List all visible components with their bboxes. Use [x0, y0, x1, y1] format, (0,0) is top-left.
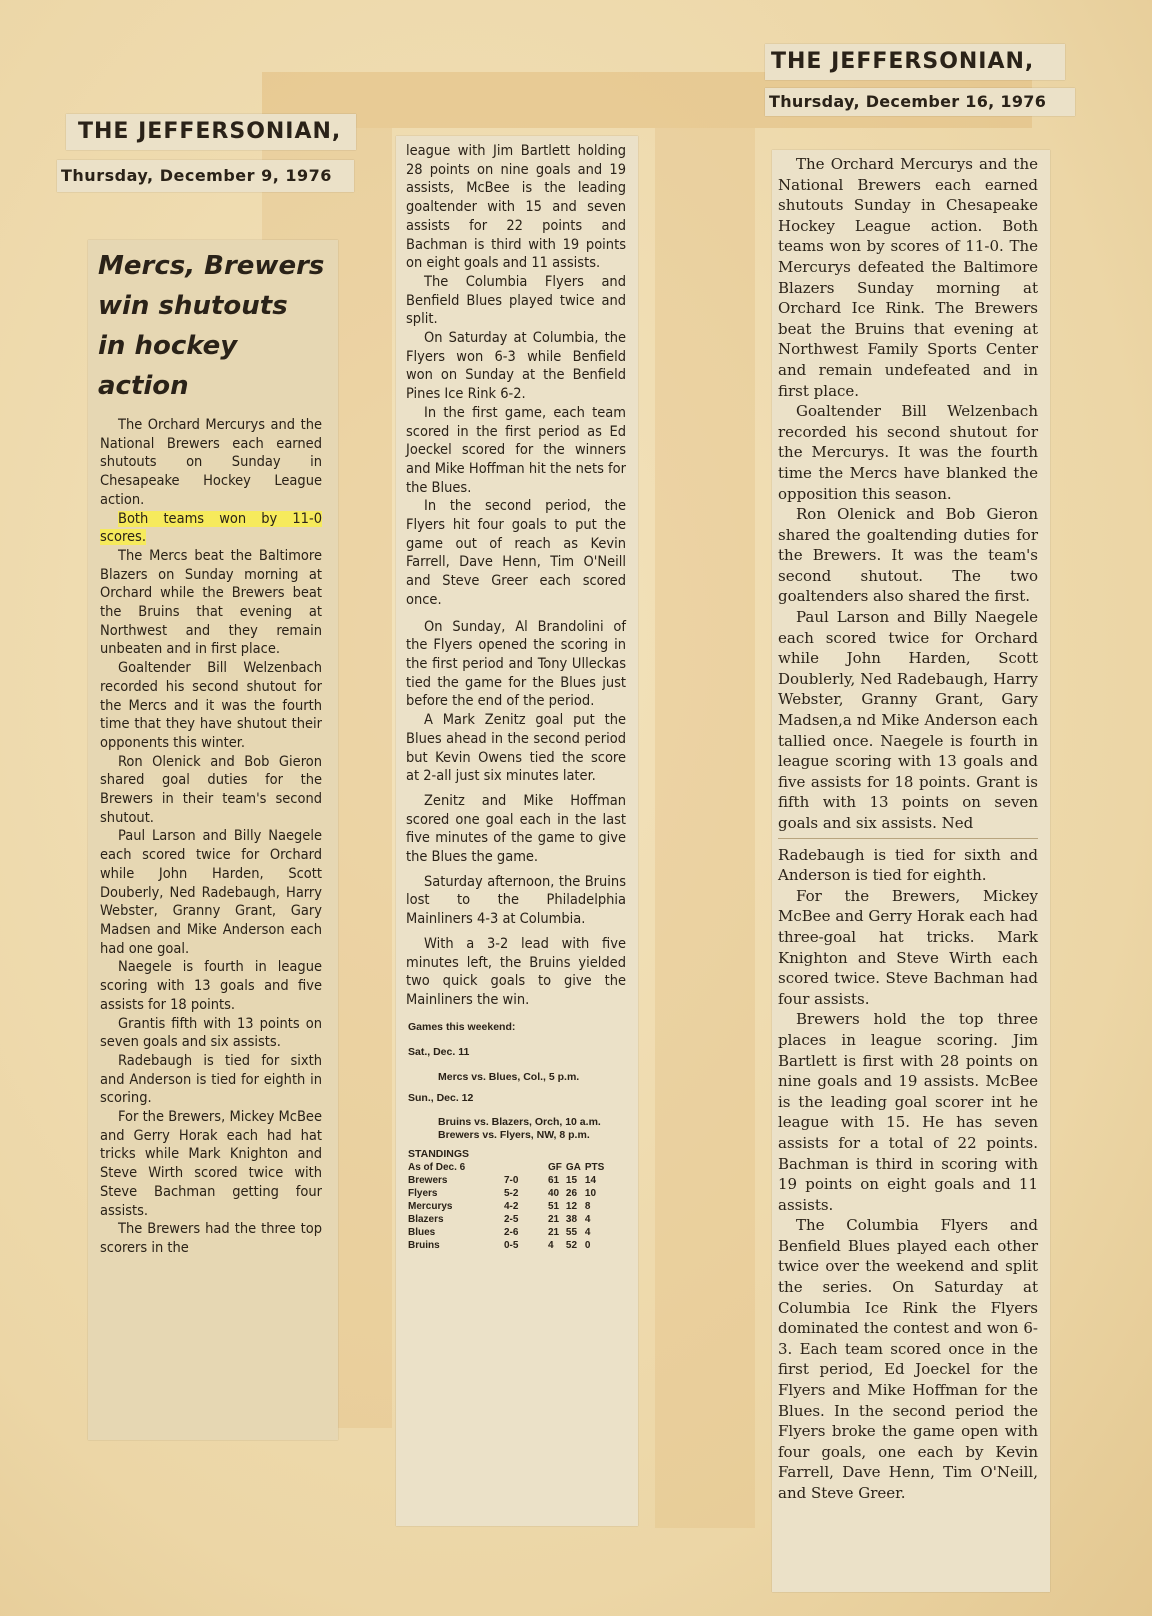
paragraph: The Mercs beat the Baltimore Blazers on Sunday morning at Orchard while the Brewers beat the Bruins that evening at Northwest and they remain unbeaten and in first place.	[100, 547, 322, 658]
paragraph: Radebaugh is tied for sixth and Anderson is tied for eighth in scoring.	[100, 1052, 322, 1107]
table-row	[408, 1213, 608, 1226]
headline-line-2: win shutouts	[98, 291, 288, 321]
standings-table	[408, 1161, 608, 1252]
paragraph: In the first game, each team scored in the first period as Ed Joeckel scored for the winners and Mike Hoffman hit the nets for the Blues.	[406, 404, 626, 496]
record-cell: 2-5	[504, 1213, 519, 1225]
headline-line-1: Mercs, Brewers	[98, 251, 325, 281]
column-2-body	[396, 136, 638, 1010]
paragraph: Paul Larson and Billy Naegele each scored twice for Orchard while John Harden, Scott Douberly, Ned Radebaugh, Harry Webster, Granny Grant, Gary Madsen and Mike Anderson each had one goal.	[100, 828, 322, 957]
paragraph: Naegele is fourth in league scoring with 13 goals and five assists for 18 points.	[100, 959, 322, 1013]
gf-cell: 51	[548, 1200, 560, 1212]
pts-cell: 4	[584, 1213, 591, 1225]
record-cell: 5-2	[504, 1187, 519, 1199]
ga-cell: 38	[565, 1213, 578, 1225]
column-3-body	[772, 150, 1050, 1504]
header-cell	[504, 1161, 548, 1174]
paragraph	[100, 510, 322, 547]
schedule-heading: Games this weekend:	[408, 1020, 516, 1033]
paragraph: Radebaugh is tied for sixth and Anderson is tied for eighth.	[778, 838, 1038, 886]
pts-cell: 8	[584, 1200, 591, 1212]
left-dateline: Thursday, December 9, 1976	[61, 166, 332, 185]
paragraph: Paul Larson and Billy Naegele each scored twice for Orchard while John Harden, Scott Doublerly, Ned Radebaugh, Harry Webster, Granny Grant, Gary Madsen,a nd Mike Anderson each tallied once. Naegele is fourth in league scoring with 13 goals and five assists for 18 points. Grant is fifth with 13 points on seven goals and six assists. Ned	[778, 608, 1038, 832]
ga-cell: 55	[565, 1226, 578, 1238]
schedule-sun-game-2: Brewers vs. Flyers, NW, 8 p.m.	[438, 1128, 590, 1141]
record-cell: 0-5	[504, 1239, 519, 1251]
paragraph: The Orchard Mercurys and the National Brewers each earned shutouts on Sunday in Chesapeake Hockey League action.	[100, 417, 322, 508]
header-cell: GA	[565, 1161, 581, 1173]
ga-cell: 52	[565, 1239, 578, 1251]
schedule-sat-game: Mercs vs. Blues, Col., 5 p.m.	[438, 1070, 580, 1083]
team-cell: Flyers	[408, 1187, 438, 1199]
team-cell: Blues	[408, 1226, 436, 1238]
record-cell: 2-6	[504, 1226, 519, 1238]
team-cell: Mercurys	[408, 1200, 453, 1212]
table-row	[408, 1200, 608, 1213]
team-cell: Blazers	[408, 1213, 444, 1225]
column-1-body	[88, 406, 338, 1258]
table-row	[408, 1226, 608, 1239]
paragraph: Brewers hold the top three places in league scoring. Jim Bartlett is first with 28 points on nine goals and 19 assists. McBee is the leading goal scorer int he league with 15. He has seven assists for a total of 22 points. Bachman is third in scoring with 19 points on eight goals and 11 assists.	[778, 1010, 1038, 1214]
paragraph: Grantis fifth with 13 points on seven goals and six assists.	[100, 1015, 322, 1051]
paragraph: league with Jim Bartlett holding 28 points on nine goals and 19 assists, McBee is the leading goaltender with 15 and seven assists for 22 points and Bachman is third with 19 points on eight goals and 11 assists.	[406, 143, 626, 272]
paragraph: In the second period, the Flyers hit four goals to put the game out of reach as Kevin Farrell, Dave Henn, Tim O'Neill and Steve Greer each scored once.	[406, 498, 626, 608]
table-row	[408, 1187, 608, 1200]
schedule-sun-label: Sun., Dec. 12	[408, 1091, 474, 1104]
schedule-sat-label: Sat., Dec. 11	[408, 1045, 470, 1058]
header-cell: PTS	[584, 1161, 605, 1173]
paragraph: Ron Olenick and Bob Gieron shared the goaltending duties for the Brewers. It was the team's second shutout. The two goaltenders also shared the first.	[778, 505, 1038, 606]
paragraph: For the Brewers, Mickey McBee and Gerry Horak each had three-goal hat tricks. Mark Knighton and Steve Wirth each scored twice. Steve Bachman had four assists.	[778, 886, 1038, 1008]
gf-cell: 21	[548, 1213, 560, 1225]
schedule-box	[396, 1010, 638, 1252]
table-row	[408, 1174, 608, 1187]
team-cell: Brewers	[408, 1174, 448, 1186]
right-masthead: THE JEFFERSONIAN,	[771, 49, 1035, 74]
tape-stain-mid	[655, 128, 755, 1528]
article-column-3	[772, 150, 1050, 1592]
paragraph: Zenitz and Mike Hoffman scored one goal each in the last five minutes of the game to give the Blues the game.	[406, 792, 626, 866]
paragraph: With a 3-2 lead with five minutes left, the Bruins yielded two quick goals to give the Mainliners the win.	[406, 935, 626, 1008]
paragraph: On Sunday, Al Brandolini of the Flyers opened the scoring in the first period and Tony Ulleckas tied the game for the Blues just before the end of the period.	[406, 618, 626, 710]
paragraph: A Mark Zenitz goal put the Blues ahead in the second period but Kevin Owens tied the score at 2-all just six minutes later.	[406, 712, 626, 785]
record-cell: 7-0	[504, 1174, 519, 1186]
gf-cell: 40	[548, 1187, 560, 1199]
paragraph: Goaltender Bill Welzenbach recorded his second shutout for the Mercurys. It was the fourth time the Mercs have blanked the opposition this season.	[778, 402, 1038, 503]
table-row	[408, 1239, 608, 1252]
headline	[88, 240, 338, 406]
ga-cell: 12	[565, 1200, 578, 1212]
paragraph: The Brewers had the three top scorers in the	[100, 1221, 322, 1256]
headline-line-3: in hockey action	[98, 331, 238, 401]
paragraph: The Columbia Flyers and Benfield Blues played twice and split.	[406, 273, 626, 328]
left-masthead-clip	[66, 114, 356, 150]
record-cell: 4-2	[504, 1200, 519, 1212]
paragraph: Goaltender Bill Welzenbach recorded his second shutout for the Mercs and it was the fourth time that they have shutout their opponents this winter.	[100, 660, 322, 751]
article-column-2	[396, 136, 638, 1526]
ga-cell: 26	[565, 1187, 578, 1199]
article-column-1	[88, 240, 338, 1440]
paragraph: The Columbia Flyers and Benfield Blues played each other twice over the weekend and split the series. On Saturday at Columbia Ice Rink the Flyers dominated the contest and won 6-3. Each team scored once in the first period, Ed Joeckel for the Flyers and Mike Hoffman for the Blues. In the second period the Flyers broke the game open with four goals, one each by Kevin Farrell, Dave Henn, Tim O'Neill, and Steve Greer.	[778, 1216, 1038, 1502]
gf-cell: 21	[548, 1226, 560, 1238]
header-cell: GF	[548, 1161, 562, 1173]
paragraph: On Saturday at Columbia, the Flyers won 6-3 while Benfield won on Sunday at the Benfield Pines Ice Rink 6-2.	[406, 330, 626, 403]
pts-cell: 10	[584, 1187, 597, 1199]
left-masthead: THE JEFFERSONIAN,	[78, 119, 342, 144]
right-masthead-clip	[765, 44, 1065, 80]
right-date-clip	[765, 88, 1075, 116]
paragraph: The Orchard Mercurys and the National Brewers each earned shutouts Sunday in Chesapeake Hockey League action. Both teams won by scores of 11-0. The Mercurys defeated the Baltimore Blazers Sunday morning at Orchard Ice Rink. The Brewers beat the Bruins that evening at Northwest Family Sports Center and remain undefeated and in first place.	[778, 155, 1038, 400]
gf-cell: 4	[548, 1239, 554, 1251]
standings-header-row	[408, 1161, 608, 1174]
standings-title: STANDINGS	[408, 1147, 470, 1160]
team-cell: Bruins	[408, 1239, 440, 1251]
pts-cell: 4	[584, 1226, 591, 1238]
left-date-clip	[57, 160, 354, 192]
standings-asof: As of Dec. 6	[408, 1161, 466, 1173]
pts-cell: 14	[584, 1174, 597, 1186]
pts-cell: 0	[584, 1239, 591, 1251]
paragraph: Ron Olenick and Bob Gieron shared goal duties for the Brewers in their team's second shutout.	[100, 753, 322, 826]
right-dateline: Thursday, December 16, 1976	[769, 92, 1047, 111]
paragraph: For the Brewers, Mickey McBee and Gerry Horak each had hat tricks while Mark Knighton and Steve Wirth scored twice with Steve Bachman getting four assists.	[100, 1109, 322, 1219]
paragraph: Saturday afternoon, the Bruins lost to the Philadelphia Mainliners 4-3 at Columbia.	[406, 873, 626, 928]
ga-cell: 15	[565, 1174, 578, 1186]
highlight: Both teams won by 11-0 scores.	[100, 510, 322, 546]
schedule-sun-game-1: Bruins vs. Blazers, Orch, 10 a.m.	[438, 1115, 601, 1128]
gf-cell: 61	[548, 1174, 560, 1186]
